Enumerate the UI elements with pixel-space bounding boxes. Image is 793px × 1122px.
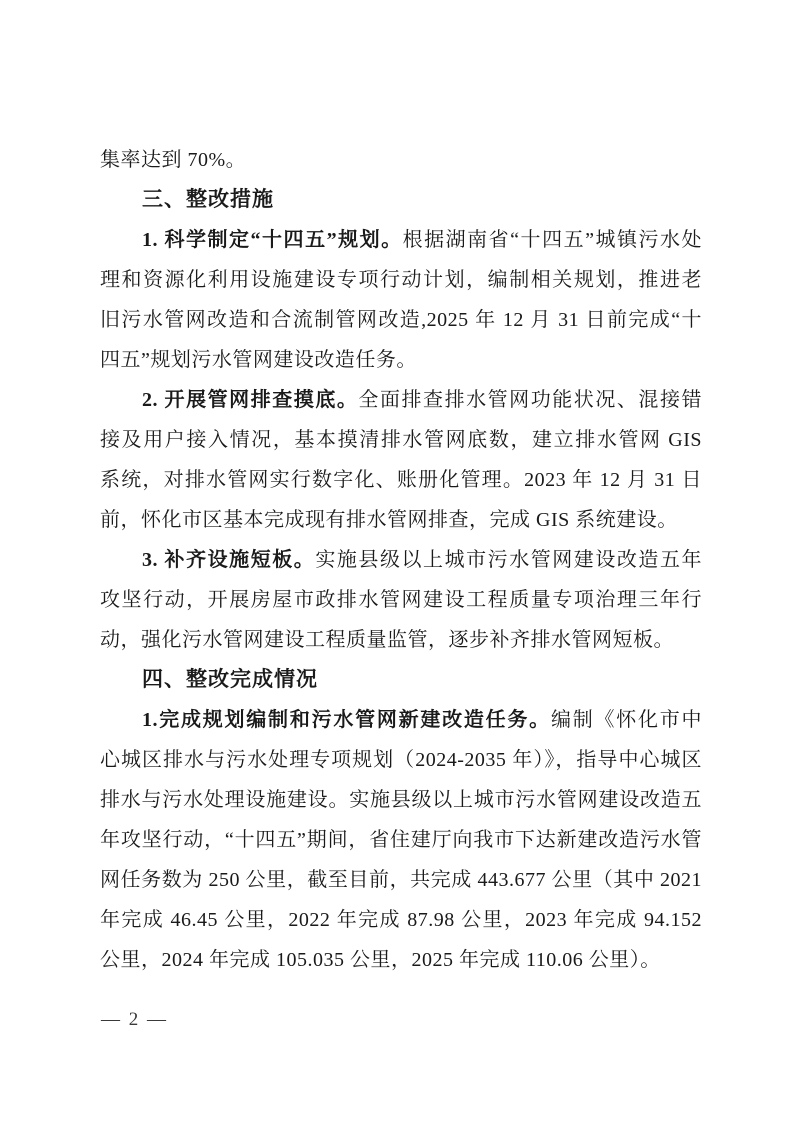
body-text: 旧污水管网改造和合流制管网改造,2025 年 12 月 31 日前完成“十 [100,309,702,331]
body-text: 全面排查排水管网功能状况、混接错 [358,389,702,411]
body-text: 集率达到 70%。 [100,149,247,171]
document-line [100,220,702,260]
document-line [100,460,702,500]
document-line [100,820,702,860]
document-line [100,140,702,180]
body-text: 前，怀化市区基本完成现有排水管网排查，完成 GIS 系统建设。 [100,509,678,531]
document-line [100,540,702,580]
body-text: 实施县级以上城市污水管网建设改造五年 [315,549,702,571]
body-text: 攻坚行动，开展房屋市政排水管网建设工程质量专项治理三年行 [100,589,702,611]
document-line [100,380,702,420]
body-text: 四五”规划污水管网建设改造任务。 [100,349,417,371]
body-text: 理和资源化利用设施建设专项行动计划，编制相关规划，推进老 [100,269,702,291]
document-line [100,860,702,900]
document-line [100,340,702,380]
body-text: 动，强化污水管网建设工程质量监管，逐步补齐排水管网短板。 [100,629,674,651]
section-heading [100,180,702,220]
body-text: 系统，对排水管网实行数字化、账册化管理。2023 年 12 月 31 日 [100,469,702,491]
bold-lead-text: 三、整改措施 [142,188,274,211]
document-line [100,780,702,820]
body-text: 年完成 46.45 公里，2022 年完成 87.98 公里，2023 年完成 94.152 [100,909,702,931]
document-line [100,900,702,940]
body-text: 公里，2024 年完成 105.035 公里，2025 年完成 110.06 公里）。 [100,949,661,971]
body-text: 编制《怀化市中 [550,709,702,731]
document-line [100,580,702,620]
body-text: 根据湖南省“十四五”城镇污水处 [402,229,702,251]
document-line [100,700,702,740]
bold-lead-text: 四、整改完成情况 [142,668,318,691]
body-text: 心城区排水与污水处理专项规划（2024-2035 年）》，指导中心城区 [100,749,702,771]
bold-lead-text: 1.完成规划编制和污水管网新建改造任务。 [142,709,551,731]
body-text: 接及用户接入情况，基本摸清排水管网底数，建立排水管网 GIS [100,429,702,451]
document-line [100,420,702,460]
document-line [100,300,702,340]
body-text: 年攻坚行动，“十四五”期间，省住建厅向我市下达新建改造污水管 [100,829,702,851]
bold-lead-text: 1. 科学制定“十四五”规划。 [142,229,403,251]
document-line [100,500,702,540]
document-line [100,940,702,980]
bold-lead-text: 3. 补齐设施短板。 [142,549,316,571]
document-line [100,620,702,660]
body-text: 网任务数为 250 公里，截至目前，共完成 443.677 公里（其中 2021 [100,869,702,891]
page-number: — 2 — [101,1009,168,1030]
document-content [100,140,702,980]
body-text: 排水与污水处理设施建设。实施县级以上城市污水管网建设改造五 [100,789,702,811]
document-line [100,740,702,780]
section-heading [100,660,702,700]
bold-lead-text: 2. 开展管网排查摸底。 [142,389,359,411]
document-line [100,260,702,300]
